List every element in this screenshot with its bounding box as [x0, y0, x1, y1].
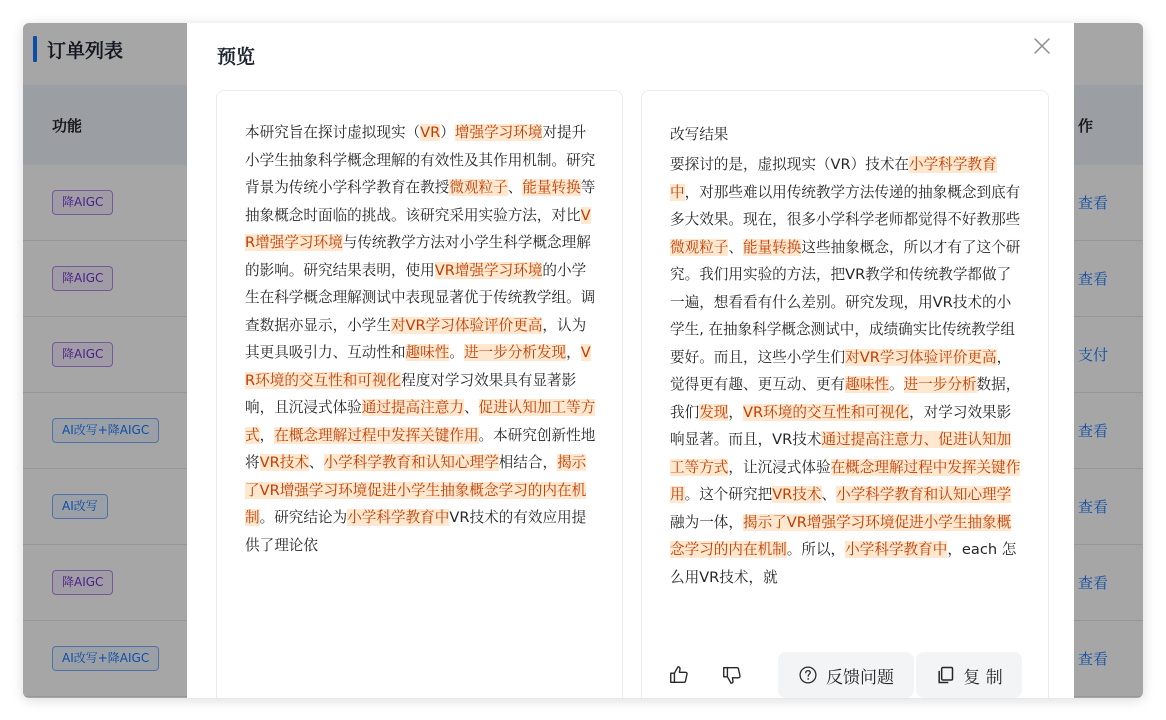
highlighted-phrase: 小学科学教育中 — [670, 156, 997, 201]
text-segment: 本研究旨在探讨虚拟现实（ — [245, 124, 421, 141]
highlighted-phrase: 进一步分析发现 — [463, 344, 567, 361]
question-circle-icon — [798, 665, 818, 685]
text-segment: 、 — [463, 399, 479, 416]
modal-title: 预览 — [217, 46, 256, 68]
text-segment: 。 — [888, 376, 904, 393]
text-segment: 与传统教学方法对小学生科学概念理解的影响。研究结果表明，使用 — [245, 234, 591, 279]
function-tag: AI改写+降AIGC — [52, 646, 159, 671]
highlighted-phrase: 揭示了VR增强学习环境促进小学生抽象概念学习的内在机制 — [670, 513, 1012, 558]
row-action-link[interactable]: 支付 — [1078, 346, 1109, 364]
highlighted-phrase: 在概念理解过程中发挥关键作用 — [274, 426, 479, 444]
text-segment: 、 — [308, 454, 324, 471]
original-text-panel — [216, 90, 623, 698]
highlighted-phrase: VR环境的交互性和可视化 — [743, 403, 910, 421]
text-segment: ，觉得更有趣、更互动、更有 — [670, 348, 1012, 393]
result-label: 改写结果 — [670, 126, 729, 143]
highlighted-phrase: 微观粒子 — [449, 179, 508, 196]
original-text — [245, 119, 596, 559]
result-actions — [642, 652, 1048, 698]
text-segment: 这些抽象概念，所以才有了这个研究。我们用实验的方法，把VR教学和传统教学都做了一遍，想看看有什么差别。研究发现，用VR技术的小学生, 在抽象科学概念测试中，成绩确实比传统教学组要好。而且，这些小学生们 — [670, 238, 1021, 366]
highlighted-phrase: VR环境的交互性和可视化 — [245, 344, 591, 389]
text-segment: ， — [566, 344, 581, 361]
text-segment: 、 — [728, 238, 743, 256]
function-tag: 降AIGC — [52, 342, 113, 367]
page-title: 订单列表 — [47, 39, 124, 62]
highlighted-phrase: 揭示了VR增强学习环境促进小学生抽象概念学习的内在机制 — [245, 454, 587, 526]
highlighted-phrase: 趣味性 — [845, 376, 889, 393]
function-tag: 降AIGC — [52, 266, 113, 291]
text-segment: 。所以， — [786, 541, 846, 558]
highlighted-phrase: 趣味性 — [405, 344, 450, 361]
thumbs-down-icon[interactable] — [721, 664, 743, 686]
text-segment: VR技术的有效应用提供了理论依 — [245, 509, 587, 554]
text-segment: 。 — [449, 344, 464, 361]
highlighted-phrase: 小学科学教育中 — [845, 541, 948, 558]
original-text-scroll[interactable] — [245, 119, 596, 574]
thumbs-up-icon[interactable] — [668, 664, 690, 686]
highlighted-phrase: 对VR学习体验评价更高 — [390, 316, 543, 334]
highlighted-phrase: 促进认知加工等方式 — [245, 399, 596, 444]
text-segment: 的小学生在科学概念理解测试中表现显著优于传统教学组。调查数据亦显示，小学生 — [245, 261, 596, 334]
rewrite-result-panel — [641, 90, 1049, 698]
text-segment: 、 — [507, 179, 523, 196]
text-segment: 、 — [821, 486, 837, 503]
highlighted-phrase: 能量转换 — [522, 179, 581, 196]
function-tag: AI改写+降AIGC — [52, 418, 159, 443]
row-action-link[interactable]: 查看 — [1078, 498, 1109, 516]
highlighted-phrase: VR技术 — [772, 486, 822, 503]
text-segment: 要探讨的是，虚拟现实（VR）技术在 — [670, 156, 910, 173]
row-action-link[interactable]: 查看 — [1078, 270, 1109, 288]
highlighted-phrase: VR技术 — [259, 454, 309, 471]
text-segment: ， — [259, 426, 275, 444]
highlighted-phrase: 在概念理解过程中发挥关键作用 — [670, 458, 1021, 503]
row-action-link[interactable]: 查看 — [1078, 194, 1109, 212]
text-segment: 。本研究创新性地将 — [245, 426, 596, 471]
close-icon[interactable] — [1030, 34, 1054, 58]
function-tag: 降AIGC — [52, 190, 113, 215]
feedback-button[interactable] — [778, 652, 914, 698]
preview-modal — [187, 23, 1074, 698]
highlighted-phrase: 微观粒子 — [670, 238, 729, 256]
text-segment: 。这个研究把 — [684, 486, 773, 503]
highlighted-phrase: VR增强学习环境 — [245, 206, 591, 251]
text-segment: 等抽象概念时面临的挑战。该研究采用实验方法，对比 — [245, 179, 596, 224]
header-function: 功能 — [52, 116, 83, 135]
result-text-scroll[interactable] — [670, 121, 1022, 615]
text-segment: ， — [728, 403, 744, 421]
highlighted-phrase: 进一步分析 — [903, 376, 977, 393]
highlighted-phrase: 小学科学教育中 — [347, 509, 450, 526]
highlighted-phrase: 小学科学教育和认知心理学 — [323, 454, 499, 471]
text-segment: ，对那些难以用传统教学方法传递的抽象概念到底有多大效果。现在，很多小学科学老师都觉得不好教那些 — [670, 183, 1021, 228]
copy-icon — [935, 665, 955, 685]
highlighted-phrase: 通过提高注意力 — [361, 399, 464, 416]
highlighted-phrase: 能量转换 — [743, 238, 802, 256]
text-segment: 程度对学习效果具有显著影响，且沉浸式体验 — [245, 371, 577, 416]
highlighted-phrase: VR — [420, 124, 441, 141]
text-segment: 数据，我们 — [670, 376, 1021, 421]
copy-label: 复 制 — [963, 667, 1003, 688]
highlighted-phrase: VR增强学习环境 — [434, 261, 543, 279]
header-action: 作 — [1078, 116, 1094, 135]
feedback-label: 反馈问题 — [826, 667, 894, 688]
row-action-link[interactable]: 查看 — [1078, 574, 1109, 592]
highlighted-phrase: 通过提高注意力、促进认知加工等方式 — [670, 431, 1012, 476]
result-text — [670, 151, 1022, 591]
function-tag: AI改写 — [52, 494, 108, 519]
text-segment: 融为一体， — [670, 513, 743, 531]
text-segment: ，对学习效果影响显著。而且，VR技术 — [670, 403, 1012, 448]
highlighted-phrase: 小学科学教育和认知心理学 — [836, 486, 1012, 503]
text-segment: ，认为其更具吸引力、互动性和 — [245, 316, 587, 361]
highlighted-phrase: 发现 — [699, 403, 729, 421]
text-segment: 相结合， — [498, 454, 558, 471]
row-action-link[interactable]: 查看 — [1078, 650, 1109, 668]
text-segment: 。研究结论为 — [259, 509, 348, 526]
highlighted-phrase: 增强学习环境 — [454, 124, 543, 141]
text-segment: 对提升小学生抽象科学概念理解的有效性及其作用机制。研究背景为传统小学科学教育在教授 — [245, 124, 596, 196]
text-segment: ，each 怎么用VR技术，就 — [670, 541, 1017, 586]
copy-button[interactable] — [916, 652, 1022, 698]
text-segment: ） — [440, 124, 455, 141]
highlighted-phrase: 对VR学习体验评价更高 — [845, 348, 997, 366]
row-action-link[interactable]: 查看 — [1078, 422, 1109, 440]
text-segment: ，让沉浸式体验 — [728, 458, 831, 476]
function-tag: 降AIGC — [52, 570, 113, 595]
